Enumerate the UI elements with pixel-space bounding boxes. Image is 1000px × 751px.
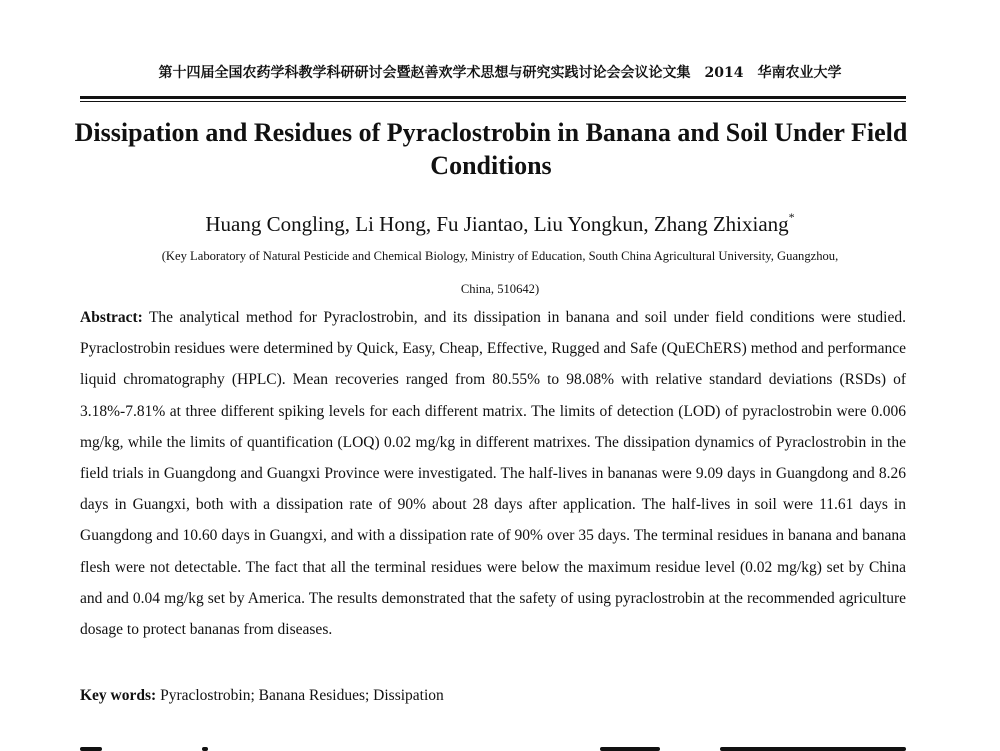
author-list [0, 203, 1000, 238]
paper-title: Dissipation and Residues of Pyraclostrobin in Banana and Soil Under Field Conditions [74, 118, 908, 180]
header-rule-thin [80, 101, 906, 102]
header-proceedings-title: 第十四届全国农药学科教学科研研讨会暨赵善欢学术思想与研究实践讨论会会议论文集 [158, 65, 691, 81]
abstract-paragraph [80, 302, 906, 645]
keywords-line [80, 682, 906, 710]
header-year: 2014 [704, 65, 744, 81]
header-university: 华南农业大学 [757, 65, 842, 81]
affiliation-line-1: (Key Laboratory of Natural Pesticide and Chemical Biology, Ministry of Education, South China Agricultural University, Guangzhou, [161, 249, 839, 263]
affiliation [70, 240, 930, 306]
abstract-label: Abstract: [80, 309, 143, 326]
running-header [0, 62, 1000, 82]
text-fragment [80, 747, 102, 751]
text-fragment [202, 747, 208, 751]
cut-off-text-line [80, 741, 906, 751]
text-fragment [600, 747, 660, 751]
corresponding-author-mark: * [788, 210, 795, 224]
header-rule-thick [80, 96, 906, 99]
authors-names: Huang Congling, Li Hong, Fu Jiantao, Liu Yongkun, Zhang Zhixiang [205, 212, 789, 236]
keywords-text: Pyraclostrobin; Banana Residues; Dissipation [160, 687, 444, 704]
affiliation-line-2: China, 510642) [460, 282, 540, 296]
keywords-label: Key words: [80, 687, 157, 704]
text-fragment [720, 747, 906, 751]
abstract-text: The analytical method for Pyraclostrobin, and its dissipation in banana and soil under field conditions were studied. Pyraclostrobin residues were determined by Quick, Easy, Cheap, Effective, Rugged and Safe (QuEChERS) method and performance liquid chromatography (HPLC). Mean recoveries ranged from 80.55% to 98.08% with relative standard deviations (RSDs) of 3.18%-7.81% at three different spiking levels for each different matrix. The limits of detection (LOD) of pyraclostrobin were 0.006 mg/kg, while the limits of quantification (LOQ) 0.02 mg/kg in different matrixes. The dissipation dynamics of Pyraclostrobin in the field trials in Guangdong and Guangxi Province were investigated. The half-lives in bananas were 9.09 days in Guangdong and 8.26 days in Guangxi, both with a dissipation rate of 90% about 28 days after application. The half-lives in soil were 11.61 days in Guangdong and 10.60 days in Guangxi, and with a dissipation rate of 90% over 35 days. The terminal residues in banana and banana flesh were not detectable. The fact that all the terminal residues were below the maximum residue level (0.02 mg/kg) set by China and and 0.04 mg/kg set by America. The results demonstrated that the safety of using pyraclostrobin at the recommended agriculture dosage to protect bananas from diseases. [80, 309, 906, 639]
